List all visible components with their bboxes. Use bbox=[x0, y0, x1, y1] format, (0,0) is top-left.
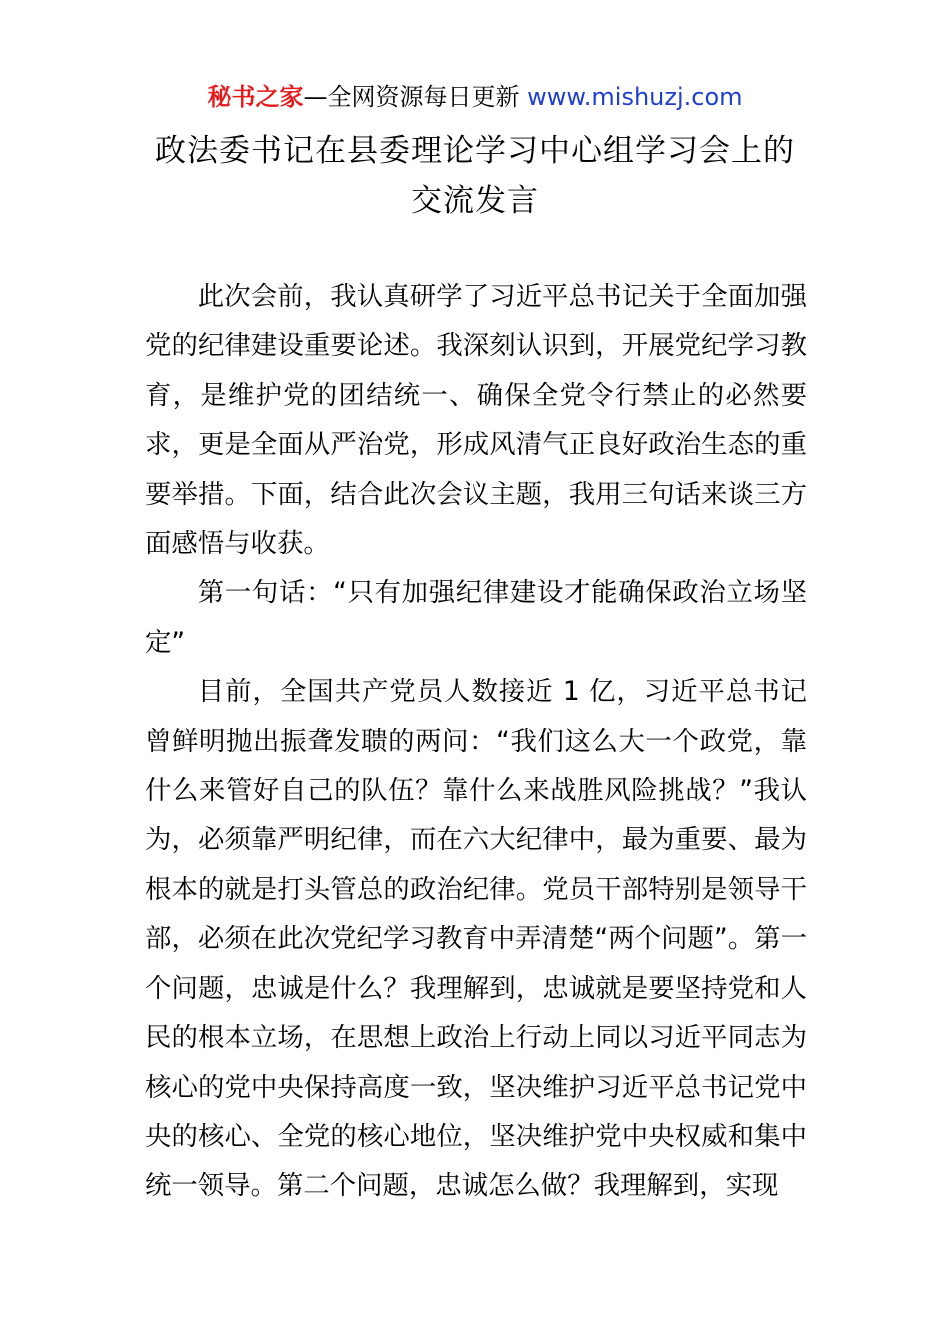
header-tagline: —全网资源每日更新 bbox=[303, 83, 528, 111]
paragraph-heading-first: 第一句话：“只有加强纪律建设才能确保政治立场坚定” bbox=[145, 577, 807, 658]
paragraph-intro: 此次会前，我认真研学了习近平总书记关于全面加强党的纪律建设重要论述。我深刻认识到，开展党纪学习教育，是维护党的团结统一、确保全党令行禁止的必然要求，更是全面从严治党，形成风清气正良好政治生态的重要举措。下面，结合此次会议主题，我用三句话来谈三方面感悟与收获。 bbox=[145, 281, 807, 560]
document-body bbox=[145, 272, 807, 1211]
title-line-2: 交流发言 bbox=[411, 183, 539, 219]
title-line-1: 政法委书记在县委理论学习中心组学习会上的 bbox=[155, 133, 795, 169]
site-url-link[interactable]: www.mishuzj.com bbox=[527, 83, 743, 111]
brand-name: 秘书之家 bbox=[207, 83, 304, 111]
paragraph-body: 目前，全国共产党员人数接近 1 亿，习近平总书记曾鲜明抛出振聋发聩的两问：“我们这么大一个政党，靠什么来管好自己的队伍？靠什么来战胜风险挑战？”我认为，必须靠严明纪律，而在六大纪律中，最为重要、最为根本的就是打头管总的政治纪律。党员干部特别是领导干部，必须在此次党纪学习教育中弄清楚“两个问题”。第一个问题，忠诚是什么？我理解到，忠诚就是要坚持党和人民的根本立场，在思想上政治上行动上同以习近平同志为核心的党中央保持高度一致，坚决维护习近平总书记党中央的核心、全党的核心地位，坚决维护党中央权威和集中统一领导。第二个问题，忠诚怎么做？我理解到，实现 bbox=[145, 676, 807, 1202]
site-header bbox=[0, 80, 950, 114]
document-title bbox=[100, 126, 850, 226]
